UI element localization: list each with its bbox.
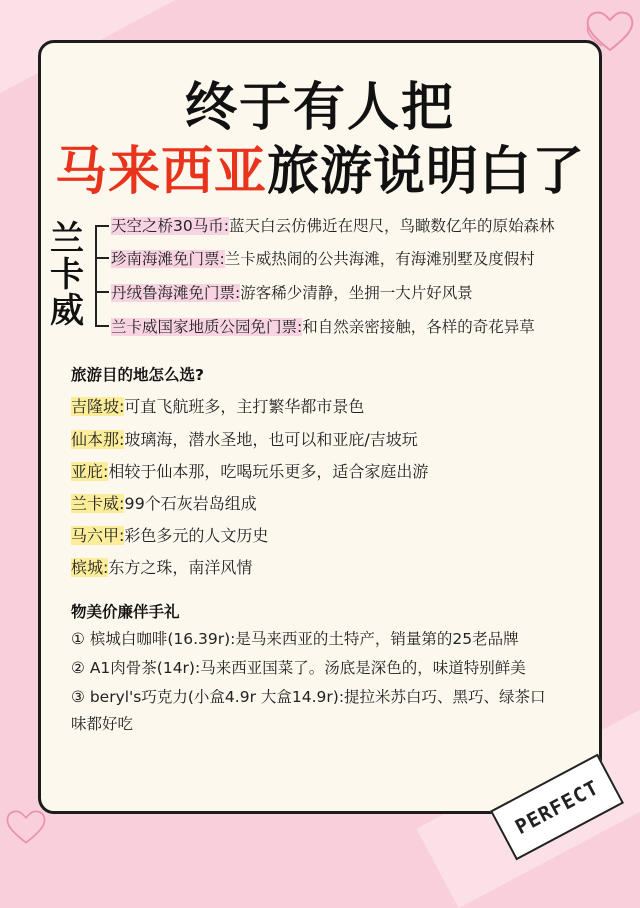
destination-desc: 相较于仙本那，吃喝玩乐更多，适合家庭出游 — [108, 462, 429, 481]
destination-desc: 彩色多元的人文历史 — [124, 526, 269, 545]
title-rest: 旅游说明白了 — [267, 142, 586, 202]
perfect-sticker: PERFECT — [490, 754, 624, 861]
langkawi-item — [111, 214, 554, 236]
destination-desc: 东方之珠，南洋风情 — [108, 558, 253, 577]
destinations-heading: 旅游目的地怎么选? — [71, 366, 204, 384]
langkawi-label: 兰卡威 — [50, 219, 84, 331]
attraction-name: 天空之桥30马币: — [111, 217, 229, 235]
destination-name: 兰卡威: — [71, 494, 125, 513]
destination-item — [71, 555, 252, 578]
title-line-1: 终于有人把 — [184, 78, 455, 138]
content-card — [38, 40, 602, 814]
destination-item — [71, 394, 364, 417]
gift-item-continuation: 味都好吃 — [71, 715, 134, 733]
attraction-desc: 和自然亲密接触，各样的奇花异草 — [302, 318, 535, 336]
bracket-tick — [95, 325, 109, 327]
destination-name: 亚庇: — [71, 462, 109, 481]
attraction-desc: 兰卡威热闹的公共海滩，有海滩别墅及度假村 — [224, 250, 535, 268]
bracket-tick — [95, 291, 109, 293]
bracket-line — [95, 225, 107, 327]
destination-name: 仙本那: — [71, 430, 125, 449]
gift-item: ① 槟城白咖啡(16.39r):是马来西亚的土特产，销量第的25老品牌 — [71, 630, 519, 648]
destination-item — [71, 523, 268, 546]
destination-desc: 玻璃海，潜水圣地，也可以和亚庇/吉坡玩 — [124, 430, 418, 449]
attraction-name: 珍南海滩免门票: — [111, 250, 225, 268]
destination-desc: 可直飞航班多，主打繁华都市景色 — [124, 397, 365, 416]
bracket-tick — [95, 225, 109, 227]
destination-item — [71, 459, 428, 482]
destination-item — [71, 491, 257, 514]
attraction-desc: 蓝天白云仿佛近在咫尺，鸟瞰数亿年的原始森林 — [228, 217, 555, 235]
heart-icon — [4, 806, 48, 846]
gifts-heading: 物美价廉伴手礼 — [71, 603, 180, 621]
title-highlight: 马来西亚 — [54, 142, 267, 202]
title-line-2 — [41, 129, 599, 204]
gift-item: ② A1肉骨茶(14r):马来西亚国菜了。汤底是深色的，味道特别鲜美 — [71, 659, 526, 677]
attraction-name: 兰卡威国家地质公园免门票: — [111, 318, 303, 336]
attraction-name: 丹绒鲁海滩免门票: — [111, 284, 241, 302]
destination-desc: 99个石灰岩岛组成 — [124, 494, 257, 513]
attraction-desc: 游客稀少清静，坐拥一大片好风景 — [240, 284, 473, 302]
destination-name: 槟城: — [71, 558, 109, 577]
bracket-tick — [95, 257, 109, 259]
destination-name: 马六甲: — [71, 526, 125, 545]
langkawi-item — [111, 247, 535, 269]
destination-item — [71, 427, 418, 450]
destination-name: 吉隆坡: — [71, 397, 125, 416]
langkawi-item — [111, 315, 535, 337]
gift-item: ③ beryl's巧克力(小盒4.9r 大盒14.9r):提拉米苏白巧、黑巧、绿茶口 — [71, 688, 546, 706]
langkawi-item — [111, 281, 473, 303]
